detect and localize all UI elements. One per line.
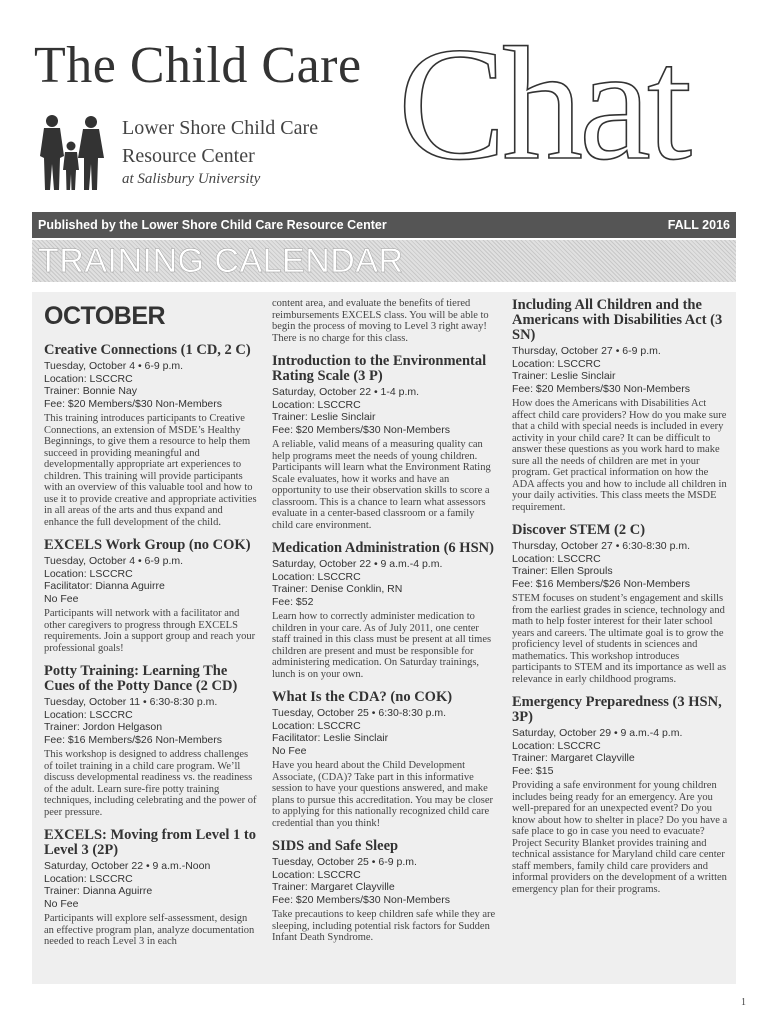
event-location: Location: LSCCRC [512, 552, 601, 565]
event-date: Thursday, October 27 • 6-9 p.m. [512, 345, 661, 357]
family-silhouette-logo [34, 112, 110, 192]
event-location: Location: LSCCRC [44, 372, 133, 385]
column-2 [272, 298, 498, 954]
event [44, 828, 258, 948]
event-title: Potty Training: Learning The Cues of the Potty Dance (2 CD) [44, 663, 238, 694]
newsletter-title: The Child Care [34, 37, 362, 94]
event-description-continued: content area, and evaluate the benefits of tiered reimbursements EXCELS class. You will be able to begin the process of moving to Level 3 right away! There is no charge for this class. [272, 298, 489, 344]
event-location: Location: LSCCRC [272, 398, 361, 411]
event [512, 523, 728, 685]
event-location: Location: LSCCRC [272, 719, 361, 732]
event-description: This workshop is designed to address challenges of toilet training in a child care program. We’ll discuss developmental readiness vs. the readiness of the adult. Learn sure-fire potty training techniques, including celebrating and the power of peer pressure. [44, 749, 257, 818]
event-location: Location: LSCCRC [512, 357, 601, 370]
org-affiliation: at Salisbury University [122, 171, 261, 187]
column-3 [512, 298, 728, 905]
event-location: Location: LSCCRC [44, 708, 133, 721]
column-1 [44, 292, 258, 958]
newsletter-chat-wordmark: Chat [398, 15, 688, 194]
event-fee: Fee: $20 Members/$30 Non-Members [44, 397, 222, 410]
event-location: Location: LSCCRC [512, 739, 601, 752]
event-description: How does the Americans with Disabilities Act affect child care providers? How do you make sure that a child with special needs is included in every activity in your child care? It can be difficult to answer these questions as you work hard to make sure all the needs of children are met in your program. Get practical information on how the ADA affects you and how to include all children in your daily activities. This class meets the MSDE requirement. [512, 398, 727, 513]
event-title: Including All Children and the Americans with Disabilities Act (3 SN) [512, 297, 723, 343]
event-continued [272, 298, 498, 344]
event-date: Saturday, October 22 • 9 a.m.-4 p.m. [272, 558, 443, 570]
event-title: SIDS and Safe Sleep [272, 838, 399, 854]
event-fee: No Fee [272, 744, 307, 757]
page-number: 1 [741, 997, 746, 1008]
event-date: Saturday, October 29 • 9 a.m.-4 p.m. [512, 727, 683, 739]
section-title: TRAINING CALENDAR [38, 242, 404, 280]
event-title: Emergency Preparedness (3 HSN, 3P) [512, 694, 722, 725]
section-banner [32, 240, 736, 282]
event-trainer: Trainer: Dianna Aguirre [44, 885, 153, 897]
event-date: Saturday, October 22 • 1-4 p.m. [272, 386, 420, 398]
event-trainer: Trainer: Margaret Clayville [512, 752, 635, 764]
event [44, 343, 258, 528]
event-fee: Fee: $52 [272, 595, 314, 608]
event-description: Participants will explore self-assessment, design an effective program plan, analyze documentation needed to reach Level 3 in each [44, 913, 255, 947]
published-by-text: Published by the Lower Shore Child Care Resource Center [38, 218, 387, 232]
event [512, 298, 728, 513]
event-description: Learn how to correctly administer medication to children in your care. As of July 2011, one center staff trained in this class must be present at all times children are present and must be responsible for administering medication. On Saturday trainings, lunch is on your own. [272, 611, 492, 680]
issue-season: FALL 2016 [667, 218, 730, 232]
event-fee: Fee: $20 Members/$30 Non-Members [272, 893, 450, 906]
org-name-line2: Resource Center [122, 145, 255, 167]
event-date: Tuesday, October 25 • 6-9 p.m. [272, 856, 417, 868]
publisher-bar [32, 212, 736, 238]
event-title: Discover STEM (2 C) [512, 522, 646, 538]
event-facilitator: Facilitator: Leslie Sinclair [272, 732, 389, 744]
event-fee: Fee: $16 Members/$26 Non-Members [512, 577, 690, 590]
event-trainer: Trainer: Jordon Helgason [44, 721, 163, 733]
event [44, 538, 258, 654]
event-description: Have you heard about the Child Development Associate, (CDA)? Take part in this informative session to have your questions answered, and make plans to pursue this accreditation. You may be closer to applying for this nationally recognized child care credential than you think! [272, 760, 494, 829]
event-trainer: Trainer: Leslie Sinclair [272, 411, 376, 423]
event [44, 664, 258, 818]
event-title: EXCELS Work Group (no COK) [44, 537, 251, 553]
event-trainer: Trainer: Bonnie Nay [44, 385, 137, 397]
event-fee: Fee: $20 Members/$30 Non-Members [512, 382, 690, 395]
event-location: Location: LSCCRC [272, 868, 361, 881]
event-trainer: Trainer: Leslie Sinclair [512, 370, 616, 382]
event-description: Providing a safe environment for young children includes being ready for an emergency. Are you well-prepared for an unexpected event? Do you know about how to shelter in place? Do you have a safe place to go in case you need to evacuate? Project Security Blanket provides training and technical assistance for Maryland child care center staff members, family child care providers and informal providers on the development of a written emergency plan for their programs. [512, 780, 728, 895]
event-title: Medication Administration (6 HSN) [272, 540, 494, 556]
event-description: Participants will network with a facilitator and other caregivers to progress through EXCELS requirements. Join a support group and reach your professional goals! [44, 608, 256, 654]
event-title: Introduction to the Environmental Rating Scale (3 P) [272, 353, 487, 384]
org-name-line1: Lower Shore Child Care [122, 117, 319, 139]
event-date: Tuesday, October 25 • 6:30-8:30 p.m. [272, 707, 447, 719]
event-fee: No Fee [44, 897, 79, 910]
event-date: Thursday, October 27 • 6:30-8:30 p.m. [512, 540, 690, 552]
event [272, 541, 498, 680]
event [272, 839, 498, 944]
event-date: Tuesday, October 4 • 6-9 p.m. [44, 360, 184, 372]
event [272, 690, 498, 829]
event-title: What Is the CDA? (no COK) [272, 689, 453, 705]
event-trainer: Trainer: Denise Conklin, RN [272, 583, 403, 595]
event-date: Tuesday, October 4 • 6-9 p.m. [44, 555, 184, 567]
event-fee: Fee: $20 Members/$30 Non-Members [272, 423, 450, 436]
event-date: Tuesday, October 11 • 6:30-8:30 p.m. [44, 696, 218, 708]
event-title: EXCELS: Moving from Level 1 to Level 3 (2P) [44, 827, 256, 858]
event-description: Take precautions to keep children safe while they are sleeping, including potential risk factors for Sudden Infant Death Syndrome. [272, 909, 496, 943]
event-trainer: Trainer: Margaret Clayville [272, 881, 395, 893]
event-location: Location: LSCCRC [272, 570, 361, 583]
event-description: STEM focuses on student’s engagement and skills from the earliest grades in science, technology and math to help foster interest for their later school years and careers. The ultimate goal is to grow the proficiency level of students in sciences and mathematics. This workshop introduces participants to STEM and its importance as well as relevance in early childhood programs. [512, 593, 727, 685]
event-location: Location: LSCCRC [44, 567, 133, 580]
event-fee: Fee: $15 [512, 764, 554, 777]
event-facilitator: Facilitator: Dianna Aguirre [44, 580, 165, 592]
event [512, 695, 728, 895]
event-location: Location: LSCCRC [44, 872, 133, 885]
event-description: A reliable, valid means of a measuring quality can help programs meet the needs of young children. Participants will learn what the Environment Rating Scale evaluates, how it works and have an opportunity to use their observation skills to score a classroom. This is a chance to learn what assessors evaluate in a center-based classroom or a family child care environment. [272, 439, 491, 531]
event-fee: No Fee [44, 592, 79, 605]
event [272, 354, 498, 531]
event-description: This training introduces participants to Creative Connections, an extension of MSDE’s Healthy Beginnings, to give them a resource to help them succeed in providing meaningful and developmentally appropriate art experiences to children. This training will provide participants with an overview of this valuable tool and how to use it to provide creative and appropriate activities in all areas of the arts and thus expand and enhance the full development of the child. [44, 413, 257, 528]
event-fee: Fee: $16 Members/$26 Non-Members [44, 733, 222, 746]
event-title: Creative Connections (1 CD, 2 C) [44, 342, 251, 358]
event-date: Saturday, October 22 • 9 a.m.-Noon [44, 860, 211, 872]
month-heading: OCTOBER [44, 302, 166, 330]
event-trainer: Trainer: Ellen Sprouls [512, 565, 613, 577]
